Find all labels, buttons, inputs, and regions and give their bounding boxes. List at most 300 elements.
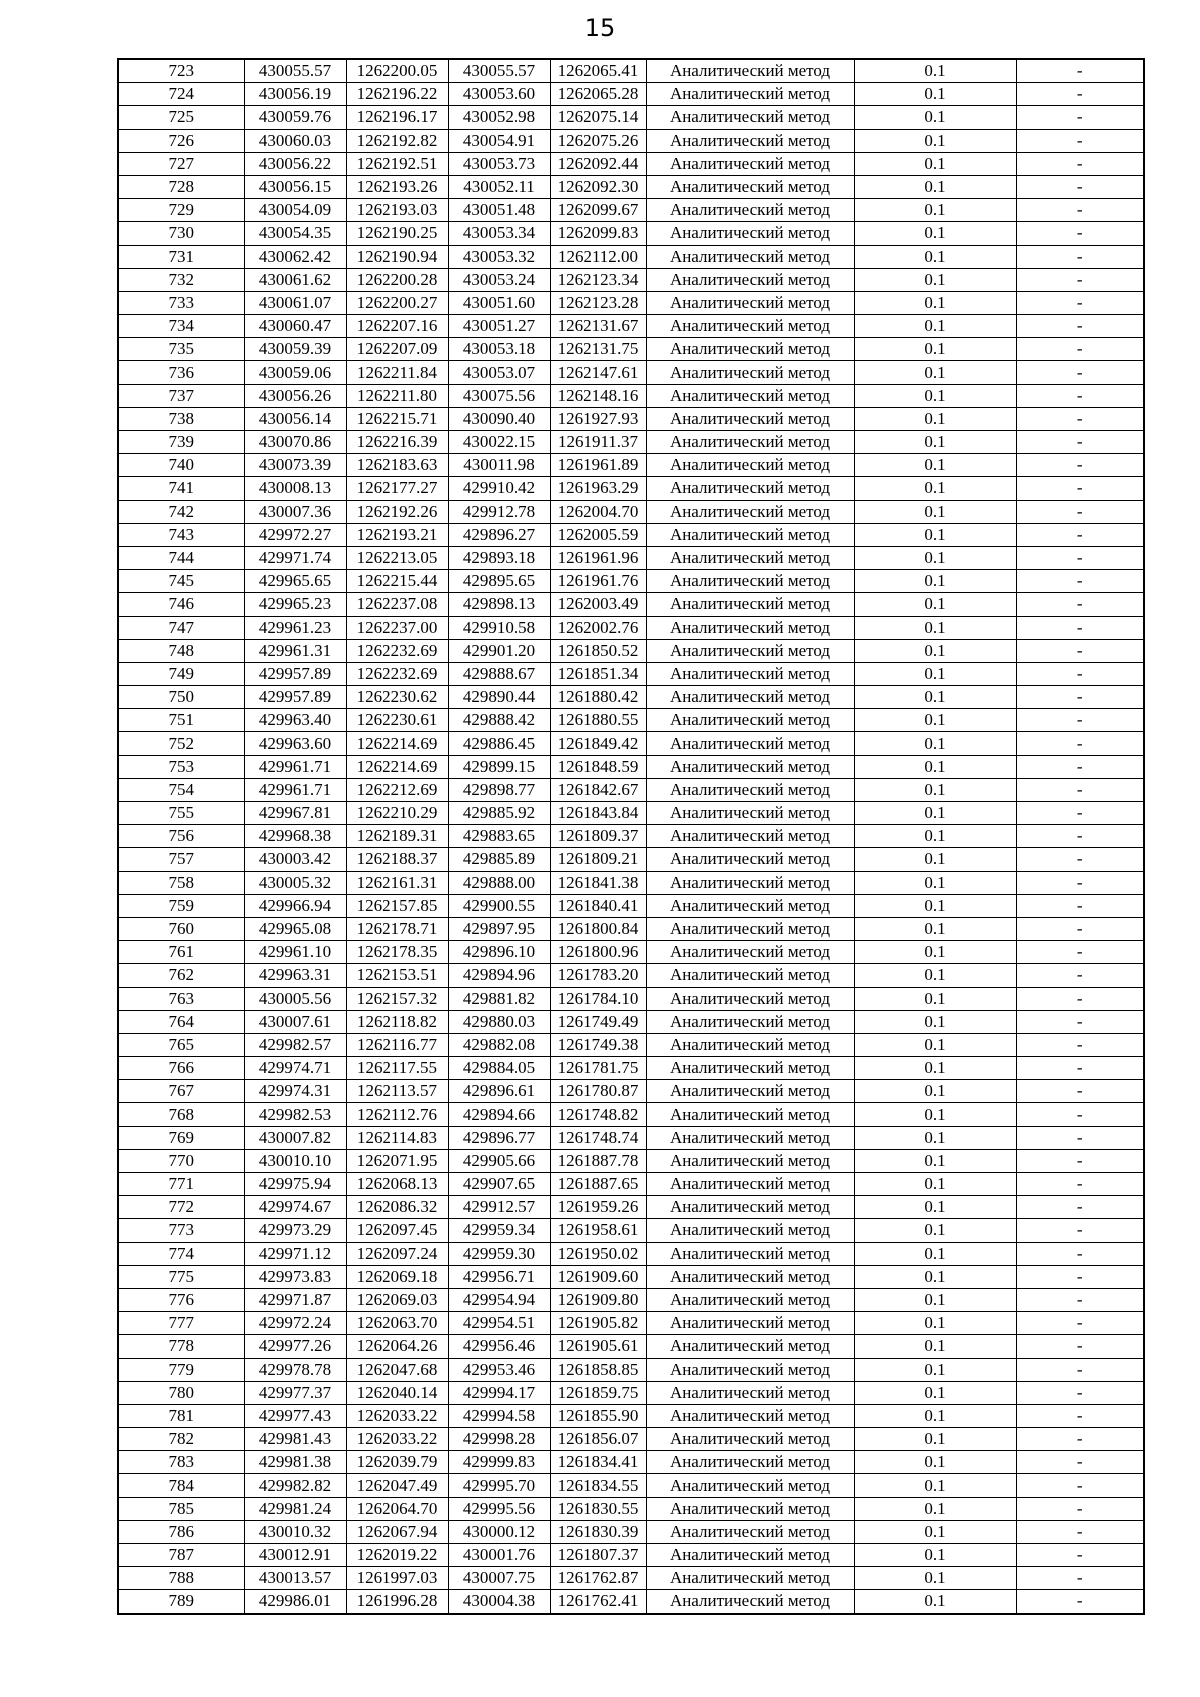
table-row — [118, 268, 1144, 291]
note-cell: - — [1016, 361, 1144, 384]
note-cell: - — [1016, 593, 1144, 616]
x1-cell: 430062.42 — [244, 245, 346, 268]
note-cell: - — [1016, 1242, 1144, 1265]
accuracy-cell: 0.1 — [854, 1173, 1016, 1196]
y2-cell: 1261762.87 — [550, 1567, 646, 1590]
table-row — [118, 407, 1144, 430]
point-number-cell: 739 — [118, 431, 244, 454]
x1-cell: 430055.57 — [244, 59, 346, 83]
y2-cell: 1261849.42 — [550, 732, 646, 755]
method-cell: Аналитический метод — [646, 291, 854, 314]
accuracy-cell: 0.1 — [854, 755, 1016, 778]
x1-cell: 430005.32 — [244, 871, 346, 894]
y1-cell: 1262200.27 — [346, 291, 448, 314]
accuracy-cell: 0.1 — [854, 1335, 1016, 1358]
table-row — [118, 593, 1144, 616]
accuracy-cell: 0.1 — [854, 1149, 1016, 1172]
table-row — [118, 1544, 1144, 1567]
point-number-cell: 743 — [118, 523, 244, 546]
method-cell: Аналитический метод — [646, 616, 854, 639]
method-cell: Аналитический метод — [646, 964, 854, 987]
method-cell: Аналитический метод — [646, 1265, 854, 1288]
note-cell: - — [1016, 1404, 1144, 1427]
table-row — [118, 1196, 1144, 1219]
accuracy-cell: 0.1 — [854, 291, 1016, 314]
table-row — [118, 570, 1144, 593]
table-row — [118, 431, 1144, 454]
x2-cell: 429883.65 — [448, 825, 550, 848]
note-cell: - — [1016, 570, 1144, 593]
method-cell: Аналитический метод — [646, 152, 854, 175]
y1-cell: 1262211.84 — [346, 361, 448, 384]
x1-cell: 429961.71 — [244, 778, 346, 801]
method-cell: Аналитический метод — [646, 431, 854, 454]
y1-cell: 1261997.03 — [346, 1567, 448, 1590]
y2-cell: 1261961.89 — [550, 454, 646, 477]
note-cell: - — [1016, 894, 1144, 917]
x2-cell: 430053.73 — [448, 152, 550, 175]
y1-cell: 1262069.18 — [346, 1265, 448, 1288]
y2-cell: 1261880.55 — [550, 709, 646, 732]
y1-cell: 1262190.94 — [346, 245, 448, 268]
y2-cell: 1261911.37 — [550, 431, 646, 454]
point-number-cell: 789 — [118, 1590, 244, 1614]
y1-cell: 1262047.68 — [346, 1358, 448, 1381]
note-cell: - — [1016, 778, 1144, 801]
x1-cell: 429971.87 — [244, 1288, 346, 1311]
y1-cell: 1262067.94 — [346, 1520, 448, 1543]
method-cell: Аналитический метод — [646, 454, 854, 477]
point-number-cell: 748 — [118, 639, 244, 662]
x2-cell: 429998.28 — [448, 1428, 550, 1451]
table-row — [118, 199, 1144, 222]
method-cell: Аналитический метод — [646, 662, 854, 685]
note-cell: - — [1016, 1567, 1144, 1590]
x1-cell: 429972.24 — [244, 1312, 346, 1335]
table-row — [118, 1312, 1144, 1335]
note-cell: - — [1016, 1126, 1144, 1149]
note-cell: - — [1016, 384, 1144, 407]
note-cell: - — [1016, 546, 1144, 569]
x1-cell: 429961.23 — [244, 616, 346, 639]
note-cell: - — [1016, 686, 1144, 709]
point-number-cell: 737 — [118, 384, 244, 407]
method-cell: Аналитический метод — [646, 778, 854, 801]
y1-cell: 1262161.31 — [346, 871, 448, 894]
note-cell: - — [1016, 871, 1144, 894]
y2-cell: 1261909.80 — [550, 1288, 646, 1311]
note-cell: - — [1016, 129, 1144, 152]
accuracy-cell: 0.1 — [854, 616, 1016, 639]
x2-cell: 429882.08 — [448, 1033, 550, 1056]
point-number-cell: 783 — [118, 1451, 244, 1474]
x2-cell: 429894.66 — [448, 1103, 550, 1126]
method-cell: Аналитический метод — [646, 1544, 854, 1567]
x2-cell: 429953.46 — [448, 1358, 550, 1381]
accuracy-cell: 0.1 — [854, 1520, 1016, 1543]
x1-cell: 430010.32 — [244, 1520, 346, 1543]
method-cell: Аналитический метод — [646, 546, 854, 569]
note-cell: - — [1016, 500, 1144, 523]
y1-cell: 1262117.55 — [346, 1057, 448, 1080]
method-cell: Аналитический метод — [646, 1312, 854, 1335]
table-row — [118, 1103, 1144, 1126]
accuracy-cell: 0.1 — [854, 384, 1016, 407]
y2-cell: 1261927.93 — [550, 407, 646, 430]
accuracy-cell: 0.1 — [854, 454, 1016, 477]
note-cell: - — [1016, 1497, 1144, 1520]
x1-cell: 429977.43 — [244, 1404, 346, 1427]
y1-cell: 1262064.70 — [346, 1497, 448, 1520]
note-cell: - — [1016, 407, 1144, 430]
x1-cell: 429971.12 — [244, 1242, 346, 1265]
page-number: 15 — [584, 14, 616, 42]
y1-cell: 1262069.03 — [346, 1288, 448, 1311]
point-number-cell: 771 — [118, 1173, 244, 1196]
y1-cell: 1262113.57 — [346, 1080, 448, 1103]
point-number-cell: 755 — [118, 802, 244, 825]
x2-cell: 430011.98 — [448, 454, 550, 477]
method-cell: Аналитический метод — [646, 1149, 854, 1172]
method-cell: Аналитический метод — [646, 1126, 854, 1149]
x2-cell: 429959.34 — [448, 1219, 550, 1242]
x2-cell: 429912.57 — [448, 1196, 550, 1219]
point-number-cell: 757 — [118, 848, 244, 871]
y2-cell: 1261880.42 — [550, 686, 646, 709]
x2-cell: 429897.95 — [448, 917, 550, 940]
y1-cell: 1262178.71 — [346, 917, 448, 940]
point-number-cell: 727 — [118, 152, 244, 175]
method-cell: Аналитический метод — [646, 129, 854, 152]
method-cell: Аналитический метод — [646, 477, 854, 500]
x2-cell: 429995.56 — [448, 1497, 550, 1520]
table-row — [118, 454, 1144, 477]
point-number-cell: 723 — [118, 59, 244, 83]
point-number-cell: 759 — [118, 894, 244, 917]
x1-cell: 430012.91 — [244, 1544, 346, 1567]
y2-cell: 1262065.28 — [550, 83, 646, 106]
point-number-cell: 730 — [118, 222, 244, 245]
table-row — [118, 477, 1144, 500]
y1-cell: 1262116.77 — [346, 1033, 448, 1056]
x1-cell: 430054.35 — [244, 222, 346, 245]
table-row — [118, 152, 1144, 175]
accuracy-cell: 0.1 — [854, 1196, 1016, 1219]
x2-cell: 429885.92 — [448, 802, 550, 825]
y1-cell: 1262230.62 — [346, 686, 448, 709]
x2-cell: 429896.61 — [448, 1080, 550, 1103]
note-cell: - — [1016, 152, 1144, 175]
method-cell: Аналитический метод — [646, 268, 854, 291]
note-cell: - — [1016, 709, 1144, 732]
y2-cell: 1262123.28 — [550, 291, 646, 314]
note-cell: - — [1016, 1428, 1144, 1451]
y2-cell: 1261858.85 — [550, 1358, 646, 1381]
point-number-cell: 784 — [118, 1474, 244, 1497]
y1-cell: 1262196.17 — [346, 106, 448, 129]
x1-cell: 429973.29 — [244, 1219, 346, 1242]
x1-cell: 430056.19 — [244, 83, 346, 106]
method-cell: Аналитический метод — [646, 570, 854, 593]
point-number-cell: 772 — [118, 1196, 244, 1219]
x2-cell: 429881.82 — [448, 987, 550, 1010]
x1-cell: 430007.82 — [244, 1126, 346, 1149]
y2-cell: 1261748.82 — [550, 1103, 646, 1126]
y2-cell: 1262092.44 — [550, 152, 646, 175]
y1-cell: 1262193.26 — [346, 175, 448, 198]
x1-cell: 429963.40 — [244, 709, 346, 732]
x1-cell: 429975.94 — [244, 1173, 346, 1196]
x2-cell: 429954.94 — [448, 1288, 550, 1311]
y1-cell: 1262177.27 — [346, 477, 448, 500]
method-cell: Аналитический метод — [646, 871, 854, 894]
method-cell: Аналитический метод — [646, 802, 854, 825]
x2-cell: 430051.48 — [448, 199, 550, 222]
method-cell: Аналитический метод — [646, 1428, 854, 1451]
note-cell: - — [1016, 964, 1144, 987]
x2-cell: 430052.98 — [448, 106, 550, 129]
point-number-cell: 740 — [118, 454, 244, 477]
point-number-cell: 762 — [118, 964, 244, 987]
y1-cell: 1262064.26 — [346, 1335, 448, 1358]
point-number-cell: 753 — [118, 755, 244, 778]
y2-cell: 1261850.52 — [550, 639, 646, 662]
note-cell: - — [1016, 1033, 1144, 1056]
method-cell: Аналитический метод — [646, 825, 854, 848]
note-cell: - — [1016, 106, 1144, 129]
accuracy-cell: 0.1 — [854, 268, 1016, 291]
y1-cell: 1262033.22 — [346, 1404, 448, 1427]
point-number-cell: 787 — [118, 1544, 244, 1567]
accuracy-cell: 0.1 — [854, 175, 1016, 198]
x1-cell: 429961.10 — [244, 941, 346, 964]
table-row — [118, 546, 1144, 569]
method-cell: Аналитический метод — [646, 523, 854, 546]
accuracy-cell: 0.1 — [854, 570, 1016, 593]
accuracy-cell: 0.1 — [854, 106, 1016, 129]
x1-cell: 430007.36 — [244, 500, 346, 523]
table-body — [118, 59, 1144, 1614]
note-cell: - — [1016, 431, 1144, 454]
y1-cell: 1262215.71 — [346, 407, 448, 430]
note-cell: - — [1016, 1103, 1144, 1126]
x1-cell: 429981.43 — [244, 1428, 346, 1451]
point-number-cell: 786 — [118, 1520, 244, 1543]
x2-cell: 430051.27 — [448, 315, 550, 338]
y2-cell: 1261834.41 — [550, 1451, 646, 1474]
point-number-cell: 749 — [118, 662, 244, 685]
x1-cell: 429978.78 — [244, 1358, 346, 1381]
point-number-cell: 754 — [118, 778, 244, 801]
y2-cell: 1261905.61 — [550, 1335, 646, 1358]
x2-cell: 430075.56 — [448, 384, 550, 407]
accuracy-cell: 0.1 — [854, 83, 1016, 106]
point-number-cell: 767 — [118, 1080, 244, 1103]
y2-cell: 1261841.38 — [550, 871, 646, 894]
x2-cell: 429954.51 — [448, 1312, 550, 1335]
table-row — [118, 1057, 1144, 1080]
y2-cell: 1262123.34 — [550, 268, 646, 291]
y1-cell: 1262211.80 — [346, 384, 448, 407]
x1-cell: 430056.14 — [244, 407, 346, 430]
x2-cell: 429901.20 — [448, 639, 550, 662]
y2-cell: 1261809.37 — [550, 825, 646, 848]
table-row — [118, 315, 1144, 338]
method-cell: Аналитический метод — [646, 175, 854, 198]
y2-cell: 1262099.67 — [550, 199, 646, 222]
y1-cell: 1262200.05 — [346, 59, 448, 83]
table-row — [118, 616, 1144, 639]
table-row — [118, 894, 1144, 917]
x2-cell: 430053.18 — [448, 338, 550, 361]
x2-cell: 430051.60 — [448, 291, 550, 314]
method-cell: Аналитический метод — [646, 199, 854, 222]
accuracy-cell: 0.1 — [854, 245, 1016, 268]
method-cell: Аналитический метод — [646, 315, 854, 338]
note-cell: - — [1016, 1173, 1144, 1196]
method-cell: Аналитический метод — [646, 732, 854, 755]
x1-cell: 429982.82 — [244, 1474, 346, 1497]
table-row — [118, 384, 1144, 407]
note-cell: - — [1016, 523, 1144, 546]
note-cell: - — [1016, 917, 1144, 940]
method-cell: Аналитический метод — [646, 1520, 854, 1543]
x2-cell: 429884.05 — [448, 1057, 550, 1080]
x2-cell: 430001.76 — [448, 1544, 550, 1567]
y2-cell: 1262131.67 — [550, 315, 646, 338]
method-cell: Аналитический метод — [646, 106, 854, 129]
accuracy-cell: 0.1 — [854, 1010, 1016, 1033]
y1-cell: 1262039.79 — [346, 1451, 448, 1474]
y2-cell: 1262148.16 — [550, 384, 646, 407]
table-row — [118, 709, 1144, 732]
note-cell: - — [1016, 315, 1144, 338]
x1-cell: 429973.83 — [244, 1265, 346, 1288]
accuracy-cell: 0.1 — [854, 987, 1016, 1010]
method-cell: Аналитический метод — [646, 59, 854, 83]
x2-cell: 429994.17 — [448, 1381, 550, 1404]
point-number-cell: 765 — [118, 1033, 244, 1056]
table-row — [118, 871, 1144, 894]
x1-cell: 430059.06 — [244, 361, 346, 384]
accuracy-cell: 0.1 — [854, 1265, 1016, 1288]
note-cell: - — [1016, 1010, 1144, 1033]
y2-cell: 1261961.96 — [550, 546, 646, 569]
y1-cell: 1262210.29 — [346, 802, 448, 825]
accuracy-cell: 0.1 — [854, 431, 1016, 454]
x1-cell: 429968.38 — [244, 825, 346, 848]
x2-cell: 429896.10 — [448, 941, 550, 964]
method-cell: Аналитический метод — [646, 1474, 854, 1497]
point-number-cell: 774 — [118, 1242, 244, 1265]
table-row — [118, 1497, 1144, 1520]
table-row — [118, 106, 1144, 129]
x2-cell: 429907.65 — [448, 1173, 550, 1196]
x1-cell: 430059.76 — [244, 106, 346, 129]
point-number-cell: 732 — [118, 268, 244, 291]
table-row — [118, 1265, 1144, 1288]
table-row — [118, 129, 1144, 152]
y1-cell: 1262216.39 — [346, 431, 448, 454]
point-number-cell: 736 — [118, 361, 244, 384]
table-row — [118, 778, 1144, 801]
y2-cell: 1262112.00 — [550, 245, 646, 268]
point-number-cell: 744 — [118, 546, 244, 569]
x2-cell: 430055.57 — [448, 59, 550, 83]
note-cell: - — [1016, 477, 1144, 500]
accuracy-cell: 0.1 — [854, 59, 1016, 83]
x1-cell: 430061.07 — [244, 291, 346, 314]
method-cell: Аналитический метод — [646, 1335, 854, 1358]
method-cell: Аналитический метод — [646, 83, 854, 106]
y2-cell: 1261842.67 — [550, 778, 646, 801]
accuracy-cell: 0.1 — [854, 129, 1016, 152]
y2-cell: 1261809.21 — [550, 848, 646, 871]
y2-cell: 1261749.49 — [550, 1010, 646, 1033]
x2-cell: 429885.89 — [448, 848, 550, 871]
note-cell: - — [1016, 1219, 1144, 1242]
accuracy-cell: 0.1 — [854, 917, 1016, 940]
note-cell: - — [1016, 639, 1144, 662]
y2-cell: 1261830.39 — [550, 1520, 646, 1543]
y1-cell: 1262207.16 — [346, 315, 448, 338]
accuracy-cell: 0.1 — [854, 686, 1016, 709]
y1-cell: 1262157.32 — [346, 987, 448, 1010]
y1-cell: 1262237.00 — [346, 616, 448, 639]
table-row — [118, 1010, 1144, 1033]
x2-cell: 429995.70 — [448, 1474, 550, 1497]
table-row — [118, 1149, 1144, 1172]
point-number-cell: 779 — [118, 1358, 244, 1381]
table-row — [118, 1451, 1144, 1474]
x1-cell: 430013.57 — [244, 1567, 346, 1590]
method-cell: Аналитический метод — [646, 1173, 854, 1196]
y2-cell: 1261784.10 — [550, 987, 646, 1010]
y2-cell: 1262004.70 — [550, 500, 646, 523]
accuracy-cell: 0.1 — [854, 1288, 1016, 1311]
table-row — [118, 964, 1144, 987]
accuracy-cell: 0.1 — [854, 871, 1016, 894]
accuracy-cell: 0.1 — [854, 1126, 1016, 1149]
point-number-cell: 773 — [118, 1219, 244, 1242]
note-cell: - — [1016, 802, 1144, 825]
y1-cell: 1262157.85 — [346, 894, 448, 917]
note-cell: - — [1016, 848, 1144, 871]
y2-cell: 1261781.75 — [550, 1057, 646, 1080]
x2-cell: 429895.65 — [448, 570, 550, 593]
method-cell: Аналитический метод — [646, 593, 854, 616]
point-number-cell: 738 — [118, 407, 244, 430]
y2-cell: 1262075.14 — [550, 106, 646, 129]
y1-cell: 1262118.82 — [346, 1010, 448, 1033]
point-number-cell: 742 — [118, 500, 244, 523]
table-row — [118, 1126, 1144, 1149]
table-row — [118, 1219, 1144, 1242]
table-row — [118, 1288, 1144, 1311]
accuracy-cell: 0.1 — [854, 222, 1016, 245]
y2-cell: 1261780.87 — [550, 1080, 646, 1103]
note-cell: - — [1016, 268, 1144, 291]
method-cell: Аналитический метод — [646, 1404, 854, 1427]
y2-cell: 1262002.76 — [550, 616, 646, 639]
point-number-cell: 777 — [118, 1312, 244, 1335]
x2-cell: 429896.77 — [448, 1126, 550, 1149]
method-cell: Аналитический метод — [646, 1567, 854, 1590]
accuracy-cell: 0.1 — [854, 964, 1016, 987]
method-cell: Аналитический метод — [646, 1288, 854, 1311]
note-cell: - — [1016, 1544, 1144, 1567]
x1-cell: 429974.71 — [244, 1057, 346, 1080]
